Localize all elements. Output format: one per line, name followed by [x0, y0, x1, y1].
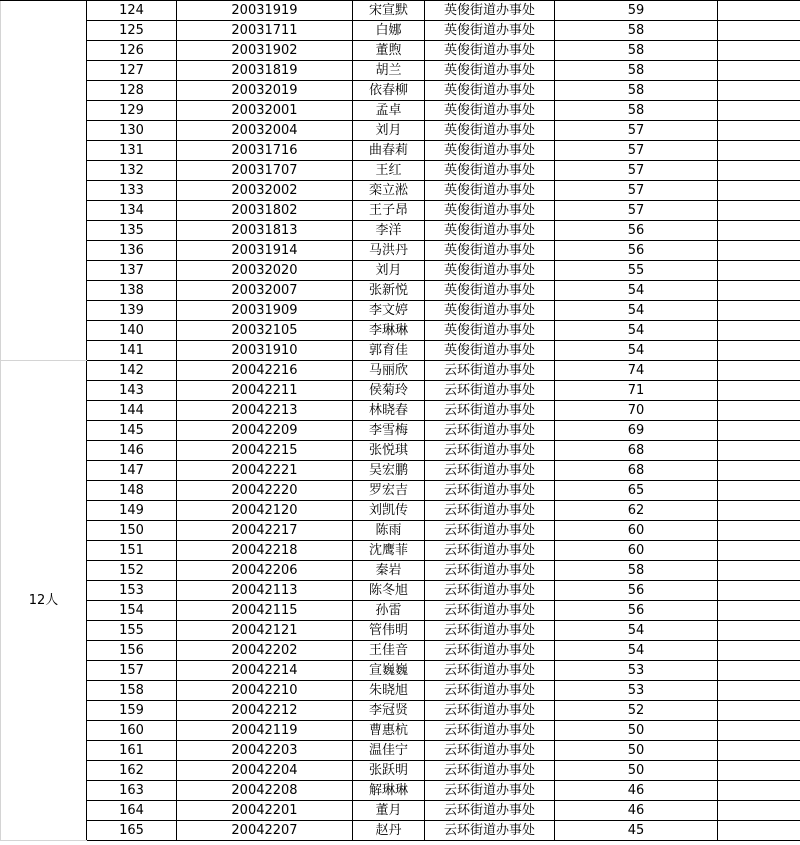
empty-cell[interactable]	[718, 561, 800, 581]
name-cell[interactable]: 刘月	[353, 121, 425, 141]
table-row	[1, 461, 800, 481]
empty-cell[interactable]	[718, 541, 800, 561]
name-cell[interactable]: 吴宏鹏	[353, 461, 425, 481]
candidate-id-cell[interactable]: 20032002	[177, 181, 353, 201]
office-cell[interactable]: 云环街道办事处	[425, 821, 555, 841]
name-cell[interactable]: 张悦琪	[353, 441, 425, 461]
candidate-id-cell[interactable]: 20031919	[177, 1, 353, 21]
office-cell[interactable]: 英俊街道办事处	[425, 141, 555, 161]
table-row	[1, 601, 800, 621]
name-cell[interactable]: 李文婷	[353, 301, 425, 321]
empty-cell[interactable]	[718, 721, 800, 741]
row-number-cell[interactable]: 142	[87, 361, 177, 381]
office-cell[interactable]: 云环街道办事处	[425, 701, 555, 721]
office-cell[interactable]: 英俊街道办事处	[425, 241, 555, 261]
name-cell[interactable]: 张新悦	[353, 281, 425, 301]
name-cell[interactable]: 宋宣默	[353, 1, 425, 21]
name-cell[interactable]: 孙雷	[353, 601, 425, 621]
table-row	[1, 361, 800, 381]
name-cell[interactable]: 朱晓旭	[353, 681, 425, 701]
score-cell[interactable]: 68	[555, 461, 718, 481]
candidate-id-cell[interactable]: 20042115	[177, 601, 353, 621]
office-cell[interactable]: 英俊街道办事处	[425, 281, 555, 301]
score-cell[interactable]: 74	[555, 361, 718, 381]
table-row	[1, 761, 800, 781]
row-number-cell[interactable]: 149	[87, 501, 177, 521]
row-number-cell[interactable]: 161	[87, 741, 177, 761]
empty-cell[interactable]	[718, 21, 800, 41]
candidate-id-cell[interactable]: 20042218	[177, 541, 353, 561]
office-cell[interactable]: 云环街道办事处	[425, 761, 555, 781]
score-cell[interactable]: 54	[555, 621, 718, 641]
candidate-id-cell[interactable]: 20042119	[177, 721, 353, 741]
score-cell[interactable]: 71	[555, 381, 718, 401]
office-cell[interactable]: 英俊街道办事处	[425, 41, 555, 61]
row-number-cell[interactable]: 132	[87, 161, 177, 181]
empty-cell[interactable]	[718, 621, 800, 641]
table-row	[1, 281, 800, 301]
candidate-id-cell[interactable]: 20031909	[177, 301, 353, 321]
score-cell[interactable]: 50	[555, 741, 718, 761]
score-cell[interactable]: 57	[555, 201, 718, 221]
score-cell[interactable]: 50	[555, 761, 718, 781]
table-row	[1, 321, 800, 341]
row-number-cell[interactable]: 157	[87, 661, 177, 681]
empty-cell[interactable]	[718, 221, 800, 241]
score-cell[interactable]: 54	[555, 321, 718, 341]
row-number-cell[interactable]: 147	[87, 461, 177, 481]
table-row	[1, 241, 800, 261]
row-number-cell[interactable]: 127	[87, 61, 177, 81]
empty-cell[interactable]	[718, 321, 800, 341]
table-row	[1, 21, 800, 41]
score-cell[interactable]: 57	[555, 121, 718, 141]
candidate-id-cell[interactable]: 20031716	[177, 141, 353, 161]
row-number-cell[interactable]: 131	[87, 141, 177, 161]
empty-cell[interactable]	[718, 601, 800, 621]
table-row	[1, 121, 800, 141]
office-cell[interactable]: 英俊街道办事处	[425, 221, 555, 241]
row-number-cell[interactable]: 137	[87, 261, 177, 281]
table-row	[1, 581, 800, 601]
score-cell[interactable]: 65	[555, 481, 718, 501]
row-number-cell[interactable]: 158	[87, 681, 177, 701]
table-body	[1, 1, 800, 841]
office-cell[interactable]: 云环街道办事处	[425, 641, 555, 661]
score-cell[interactable]: 58	[555, 21, 718, 41]
score-cell[interactable]: 58	[555, 561, 718, 581]
table-row	[1, 521, 800, 541]
empty-cell[interactable]	[718, 381, 800, 401]
row-number-cell[interactable]: 160	[87, 721, 177, 741]
row-number-cell[interactable]: 146	[87, 441, 177, 461]
office-cell[interactable]: 云环街道办事处	[425, 681, 555, 701]
office-cell[interactable]: 云环街道办事处	[425, 421, 555, 441]
name-cell[interactable]: 栾立淞	[353, 181, 425, 201]
office-cell[interactable]: 云环街道办事处	[425, 601, 555, 621]
candidate-id-cell[interactable]: 20042113	[177, 581, 353, 601]
candidate-id-cell[interactable]: 20032001	[177, 101, 353, 121]
row-number-cell[interactable]: 125	[87, 21, 177, 41]
office-cell[interactable]: 英俊街道办事处	[425, 201, 555, 221]
table-row	[1, 741, 800, 761]
table-row	[1, 621, 800, 641]
office-cell[interactable]: 云环街道办事处	[425, 501, 555, 521]
candidate-id-cell[interactable]: 20032004	[177, 121, 353, 141]
candidate-id-cell[interactable]: 20042210	[177, 681, 353, 701]
candidate-id-cell[interactable]: 20042217	[177, 521, 353, 541]
empty-cell[interactable]	[718, 281, 800, 301]
candidate-id-cell[interactable]: 20042203	[177, 741, 353, 761]
office-cell[interactable]: 云环街道办事处	[425, 461, 555, 481]
empty-cell[interactable]	[718, 361, 800, 381]
office-cell[interactable]: 云环街道办事处	[425, 801, 555, 821]
table-row	[1, 541, 800, 561]
empty-cell[interactable]	[718, 161, 800, 181]
table-row	[1, 641, 800, 661]
office-cell[interactable]: 云环街道办事处	[425, 361, 555, 381]
empty-cell[interactable]	[718, 501, 800, 521]
table-row	[1, 401, 800, 421]
name-cell[interactable]: 王子昂	[353, 201, 425, 221]
row-number-cell[interactable]: 165	[87, 821, 177, 841]
table-row	[1, 681, 800, 701]
empty-cell[interactable]	[718, 181, 800, 201]
empty-cell[interactable]	[718, 141, 800, 161]
office-cell[interactable]: 云环街道办事处	[425, 521, 555, 541]
office-cell[interactable]: 云环街道办事处	[425, 741, 555, 761]
score-cell[interactable]: 62	[555, 501, 718, 521]
empty-cell[interactable]	[718, 801, 800, 821]
table-row	[1, 221, 800, 241]
row-number-cell[interactable]: 133	[87, 181, 177, 201]
score-cell[interactable]: 58	[555, 61, 718, 81]
name-cell[interactable]: 王佳音	[353, 641, 425, 661]
score-cell[interactable]: 52	[555, 701, 718, 721]
table-row	[1, 41, 800, 61]
name-cell[interactable]: 董煦	[353, 41, 425, 61]
name-cell[interactable]: 管伟明	[353, 621, 425, 641]
empty-cell[interactable]	[718, 781, 800, 801]
row-number-cell[interactable]: 124	[87, 1, 177, 21]
score-cell[interactable]: 45	[555, 821, 718, 841]
score-cell[interactable]: 58	[555, 41, 718, 61]
candidate-id-cell[interactable]: 20042221	[177, 461, 353, 481]
row-number-cell[interactable]: 135	[87, 221, 177, 241]
candidate-id-cell[interactable]: 20032105	[177, 321, 353, 341]
candidate-id-cell[interactable]: 20031902	[177, 41, 353, 61]
office-cell[interactable]: 云环街道办事处	[425, 381, 555, 401]
candidate-id-cell[interactable]: 20031813	[177, 221, 353, 241]
office-cell[interactable]: 英俊街道办事处	[425, 81, 555, 101]
row-number-cell[interactable]: 144	[87, 401, 177, 421]
empty-cell[interactable]	[718, 81, 800, 101]
row-number-cell[interactable]: 139	[87, 301, 177, 321]
score-cell[interactable]: 54	[555, 641, 718, 661]
office-cell[interactable]: 云环街道办事处	[425, 581, 555, 601]
empty-cell[interactable]	[718, 761, 800, 781]
name-cell[interactable]: 董月	[353, 801, 425, 821]
row-number-cell[interactable]: 153	[87, 581, 177, 601]
empty-cell[interactable]	[718, 201, 800, 221]
score-cell[interactable]: 60	[555, 541, 718, 561]
score-cell[interactable]: 69	[555, 421, 718, 441]
table-row	[1, 261, 800, 281]
row-number-cell[interactable]: 126	[87, 41, 177, 61]
table-row	[1, 661, 800, 681]
name-cell[interactable]: 孟卓	[353, 101, 425, 121]
row-number-cell[interactable]: 159	[87, 701, 177, 721]
empty-cell[interactable]	[718, 1, 800, 21]
office-cell[interactable]: 英俊街道办事处	[425, 261, 555, 281]
office-cell[interactable]: 云环街道办事处	[425, 661, 555, 681]
row-number-cell[interactable]: 164	[87, 801, 177, 821]
name-cell[interactable]: 张跃明	[353, 761, 425, 781]
score-cell[interactable]: 54	[555, 281, 718, 301]
name-cell[interactable]: 马洪丹	[353, 241, 425, 261]
empty-cell[interactable]	[718, 441, 800, 461]
score-cell[interactable]: 58	[555, 81, 718, 101]
empty-cell[interactable]	[718, 41, 800, 61]
office-cell[interactable]: 云环街道办事处	[425, 541, 555, 561]
table-row	[1, 61, 800, 81]
office-cell[interactable]: 英俊街道办事处	[425, 301, 555, 321]
office-cell[interactable]: 云环街道办事处	[425, 721, 555, 741]
empty-cell[interactable]	[718, 241, 800, 261]
candidate-id-cell[interactable]: 20031914	[177, 241, 353, 261]
name-cell[interactable]: 刘月	[353, 261, 425, 281]
row-number-cell[interactable]: 155	[87, 621, 177, 641]
table-row	[1, 181, 800, 201]
name-cell[interactable]: 白娜	[353, 21, 425, 41]
empty-cell[interactable]	[718, 641, 800, 661]
candidate-id-cell[interactable]: 20042201	[177, 801, 353, 821]
table-row	[1, 801, 800, 821]
table-row	[1, 1, 800, 21]
score-cell[interactable]: 53	[555, 661, 718, 681]
empty-cell[interactable]	[718, 341, 800, 361]
candidate-id-cell[interactable]: 20042209	[177, 421, 353, 441]
name-cell[interactable]: 马丽欣	[353, 361, 425, 381]
table-row	[1, 101, 800, 121]
score-cell[interactable]: 70	[555, 401, 718, 421]
name-cell[interactable]: 赵丹	[353, 821, 425, 841]
row-number-cell[interactable]: 154	[87, 601, 177, 621]
score-cell[interactable]: 50	[555, 721, 718, 741]
score-cell[interactable]: 57	[555, 181, 718, 201]
name-cell[interactable]: 沈鹰菲	[353, 541, 425, 561]
score-cell[interactable]: 58	[555, 101, 718, 121]
empty-cell[interactable]	[718, 421, 800, 441]
candidate-id-cell[interactable]: 20032020	[177, 261, 353, 281]
candidate-id-cell[interactable]: 20032007	[177, 281, 353, 301]
group-cell[interactable]	[1, 1, 87, 361]
name-cell[interactable]: 刘凯传	[353, 501, 425, 521]
score-cell[interactable]: 56	[555, 601, 718, 621]
row-number-cell[interactable]: 156	[87, 641, 177, 661]
name-cell[interactable]: 解琳琳	[353, 781, 425, 801]
candidate-id-cell[interactable]: 20042215	[177, 441, 353, 461]
table-row	[1, 821, 800, 841]
candidate-id-cell[interactable]: 20042206	[177, 561, 353, 581]
office-cell[interactable]: 云环街道办事处	[425, 441, 555, 461]
empty-cell[interactable]	[718, 461, 800, 481]
empty-cell[interactable]	[718, 121, 800, 141]
office-cell[interactable]: 云环街道办事处	[425, 781, 555, 801]
office-cell[interactable]: 英俊街道办事处	[425, 161, 555, 181]
candidate-id-cell[interactable]: 20042214	[177, 661, 353, 681]
office-cell[interactable]: 英俊街道办事处	[425, 61, 555, 81]
name-cell[interactable]: 李洋	[353, 221, 425, 241]
row-number-cell[interactable]: 162	[87, 761, 177, 781]
row-number-cell[interactable]: 148	[87, 481, 177, 501]
table-row	[1, 81, 800, 101]
name-cell[interactable]: 罗宏吉	[353, 481, 425, 501]
score-cell[interactable]: 56	[555, 581, 718, 601]
table-row	[1, 441, 800, 461]
table-row	[1, 481, 800, 501]
row-number-cell[interactable]: 141	[87, 341, 177, 361]
score-cell[interactable]: 54	[555, 301, 718, 321]
empty-cell[interactable]	[718, 821, 800, 841]
group-cell[interactable]: 12人	[1, 361, 87, 841]
name-cell[interactable]: 李冠贤	[353, 701, 425, 721]
empty-cell[interactable]	[718, 581, 800, 601]
name-cell[interactable]: 王红	[353, 161, 425, 181]
row-number-cell[interactable]: 145	[87, 421, 177, 441]
table-row	[1, 301, 800, 321]
office-cell[interactable]: 英俊街道办事处	[425, 101, 555, 121]
row-number-cell[interactable]: 134	[87, 201, 177, 221]
candidate-id-cell[interactable]: 20042208	[177, 781, 353, 801]
score-cell[interactable]: 53	[555, 681, 718, 701]
score-cell[interactable]: 46	[555, 801, 718, 821]
candidate-id-cell[interactable]: 20042216	[177, 361, 353, 381]
name-cell[interactable]: 曹惠杭	[353, 721, 425, 741]
table-row	[1, 201, 800, 221]
table-row	[1, 561, 800, 581]
row-number-cell[interactable]: 140	[87, 321, 177, 341]
name-cell[interactable]: 郭育佳	[353, 341, 425, 361]
score-cell[interactable]: 56	[555, 221, 718, 241]
candidate-id-cell[interactable]: 20042120	[177, 501, 353, 521]
empty-cell[interactable]	[718, 701, 800, 721]
name-cell[interactable]: 依春柳	[353, 81, 425, 101]
score-cell[interactable]: 60	[555, 521, 718, 541]
row-number-cell[interactable]: 130	[87, 121, 177, 141]
empty-cell[interactable]	[718, 301, 800, 321]
score-cell[interactable]: 68	[555, 441, 718, 461]
candidate-id-cell[interactable]: 20042207	[177, 821, 353, 841]
row-number-cell[interactable]: 150	[87, 521, 177, 541]
name-cell[interactable]: 陈雨	[353, 521, 425, 541]
score-cell[interactable]: 59	[555, 1, 718, 21]
office-cell[interactable]: 英俊街道办事处	[425, 1, 555, 21]
name-cell[interactable]: 温佳宁	[353, 741, 425, 761]
office-cell[interactable]: 云环街道办事处	[425, 621, 555, 641]
office-cell[interactable]: 云环街道办事处	[425, 561, 555, 581]
name-cell[interactable]: 陈冬旭	[353, 581, 425, 601]
empty-cell[interactable]	[718, 61, 800, 81]
score-cell[interactable]: 54	[555, 341, 718, 361]
office-cell[interactable]: 英俊街道办事处	[425, 21, 555, 41]
name-cell[interactable]: 曲春莉	[353, 141, 425, 161]
candidate-id-cell[interactable]: 20031910	[177, 341, 353, 361]
empty-cell[interactable]	[718, 521, 800, 541]
row-number-cell[interactable]: 136	[87, 241, 177, 261]
office-cell[interactable]: 英俊街道办事处	[425, 321, 555, 341]
table-row	[1, 501, 800, 521]
candidate-id-cell[interactable]: 20042212	[177, 701, 353, 721]
table-row	[1, 721, 800, 741]
table-row	[1, 141, 800, 161]
office-cell[interactable]: 英俊街道办事处	[425, 181, 555, 201]
table-row	[1, 701, 800, 721]
score-cell[interactable]: 55	[555, 261, 718, 281]
empty-cell[interactable]	[718, 681, 800, 701]
candidate-id-cell[interactable]: 20031802	[177, 201, 353, 221]
name-cell[interactable]: 侯菊玲	[353, 381, 425, 401]
name-cell[interactable]: 胡兰	[353, 61, 425, 81]
row-number-cell[interactable]: 163	[87, 781, 177, 801]
candidate-id-cell[interactable]: 20031711	[177, 21, 353, 41]
score-cell[interactable]: 56	[555, 241, 718, 261]
row-number-cell[interactable]: 151	[87, 541, 177, 561]
table-row	[1, 781, 800, 801]
office-cell[interactable]: 云环街道办事处	[425, 401, 555, 421]
row-number-cell[interactable]: 152	[87, 561, 177, 581]
office-cell[interactable]: 英俊街道办事处	[425, 341, 555, 361]
score-cell[interactable]: 57	[555, 141, 718, 161]
empty-cell[interactable]	[718, 261, 800, 281]
candidate-id-cell[interactable]: 20031819	[177, 61, 353, 81]
name-cell[interactable]: 李雪梅	[353, 421, 425, 441]
candidate-id-cell[interactable]: 20042220	[177, 481, 353, 501]
candidate-id-cell[interactable]: 20042204	[177, 761, 353, 781]
score-cell[interactable]: 57	[555, 161, 718, 181]
candidate-id-cell[interactable]: 20031707	[177, 161, 353, 181]
candidate-id-cell[interactable]: 20042211	[177, 381, 353, 401]
table-row	[1, 341, 800, 361]
empty-cell[interactable]	[718, 481, 800, 501]
row-number-cell[interactable]: 138	[87, 281, 177, 301]
score-cell[interactable]: 46	[555, 781, 718, 801]
candidate-id-cell[interactable]: 20032019	[177, 81, 353, 101]
empty-cell[interactable]	[718, 101, 800, 121]
name-cell[interactable]: 秦岩	[353, 561, 425, 581]
name-cell[interactable]: 宣巍巍	[353, 661, 425, 681]
empty-cell[interactable]	[718, 661, 800, 681]
table-row	[1, 161, 800, 181]
empty-cell[interactable]	[718, 401, 800, 421]
row-number-cell[interactable]: 128	[87, 81, 177, 101]
empty-cell[interactable]	[718, 741, 800, 761]
table-row	[1, 421, 800, 441]
name-cell[interactable]: 李琳琳	[353, 321, 425, 341]
office-cell[interactable]: 云环街道办事处	[425, 481, 555, 501]
row-number-cell[interactable]: 129	[87, 101, 177, 121]
office-cell[interactable]: 英俊街道办事处	[425, 121, 555, 141]
candidate-id-cell[interactable]: 20042213	[177, 401, 353, 421]
name-cell[interactable]: 林晓春	[353, 401, 425, 421]
candidate-id-cell[interactable]: 20042121	[177, 621, 353, 641]
table-row	[1, 381, 800, 401]
candidate-id-cell[interactable]: 20042202	[177, 641, 353, 661]
row-number-cell[interactable]: 143	[87, 381, 177, 401]
